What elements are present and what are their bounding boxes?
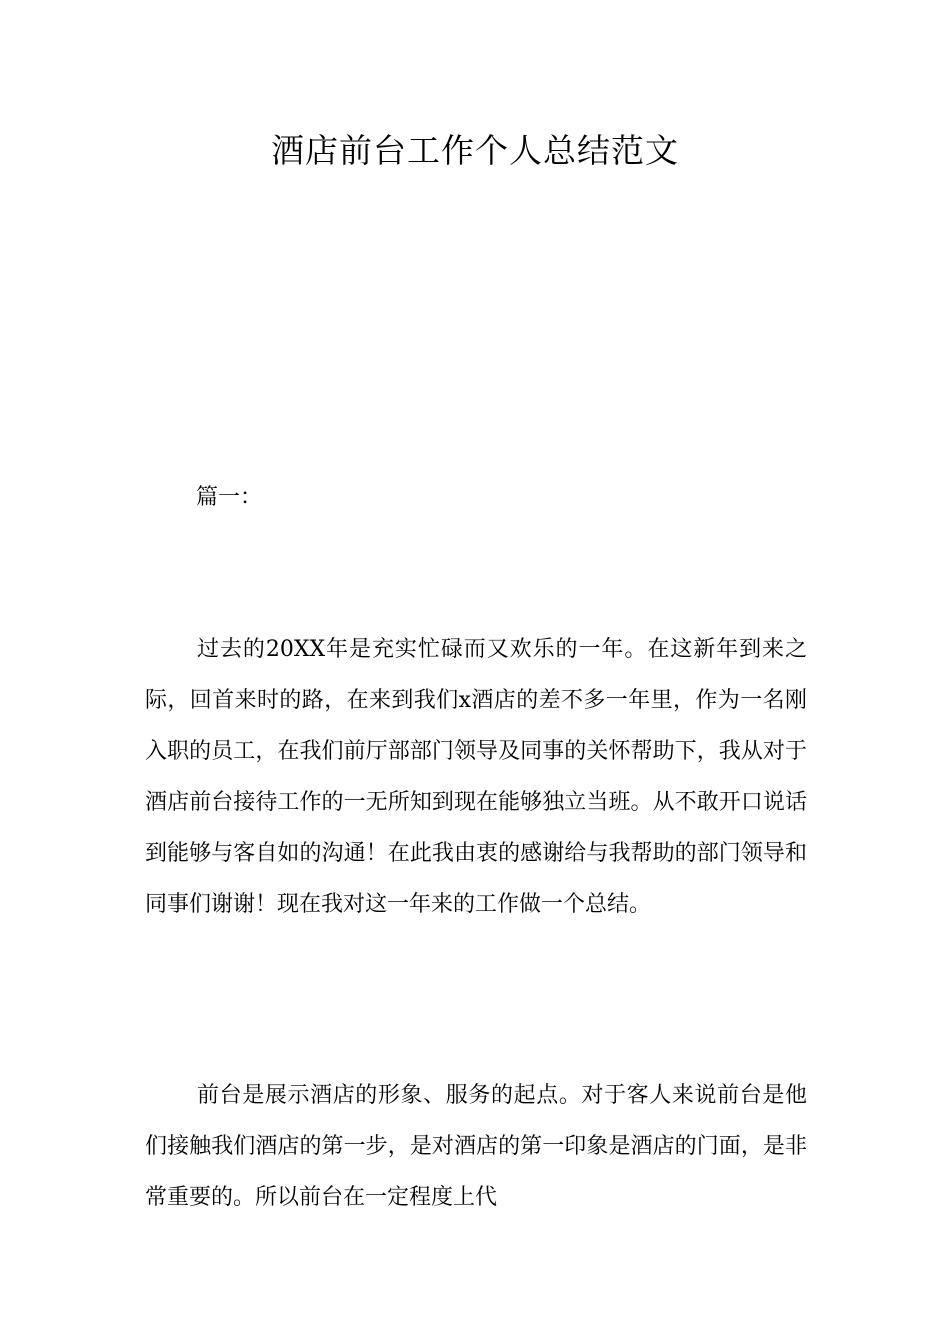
document-title: 酒店前台工作个人总结范文 [271, 131, 679, 170]
section-label: 篇一： [196, 485, 263, 510]
paragraph-1: 过去的20XX年是充实忙碌而又欢乐的一年。在这新年到来之际，回首来时的路，在来到我们x酒店的差不多一年里，作为一名刚入职的员工，在我们前厅部部门领导及同事的关怀帮助下，我从对于酒店前台接待工作的一无所知到现在能够独立当班。从不敢开口说话到能够与客自如的沟通！在此我由衷的感谢给与我帮助的部门领导和同事们谢谢！现在我对这一年来的工作做一个总结。 [145, 637, 807, 917]
paragraph-2: 前台是展示酒店的形象、服务的起点。对于客人来说前台是他们接触我们酒店的第一步，是对酒店的第一印象是酒店的门面，是非常重要的。所以前台在一定程度上代 [145, 1083, 807, 1210]
